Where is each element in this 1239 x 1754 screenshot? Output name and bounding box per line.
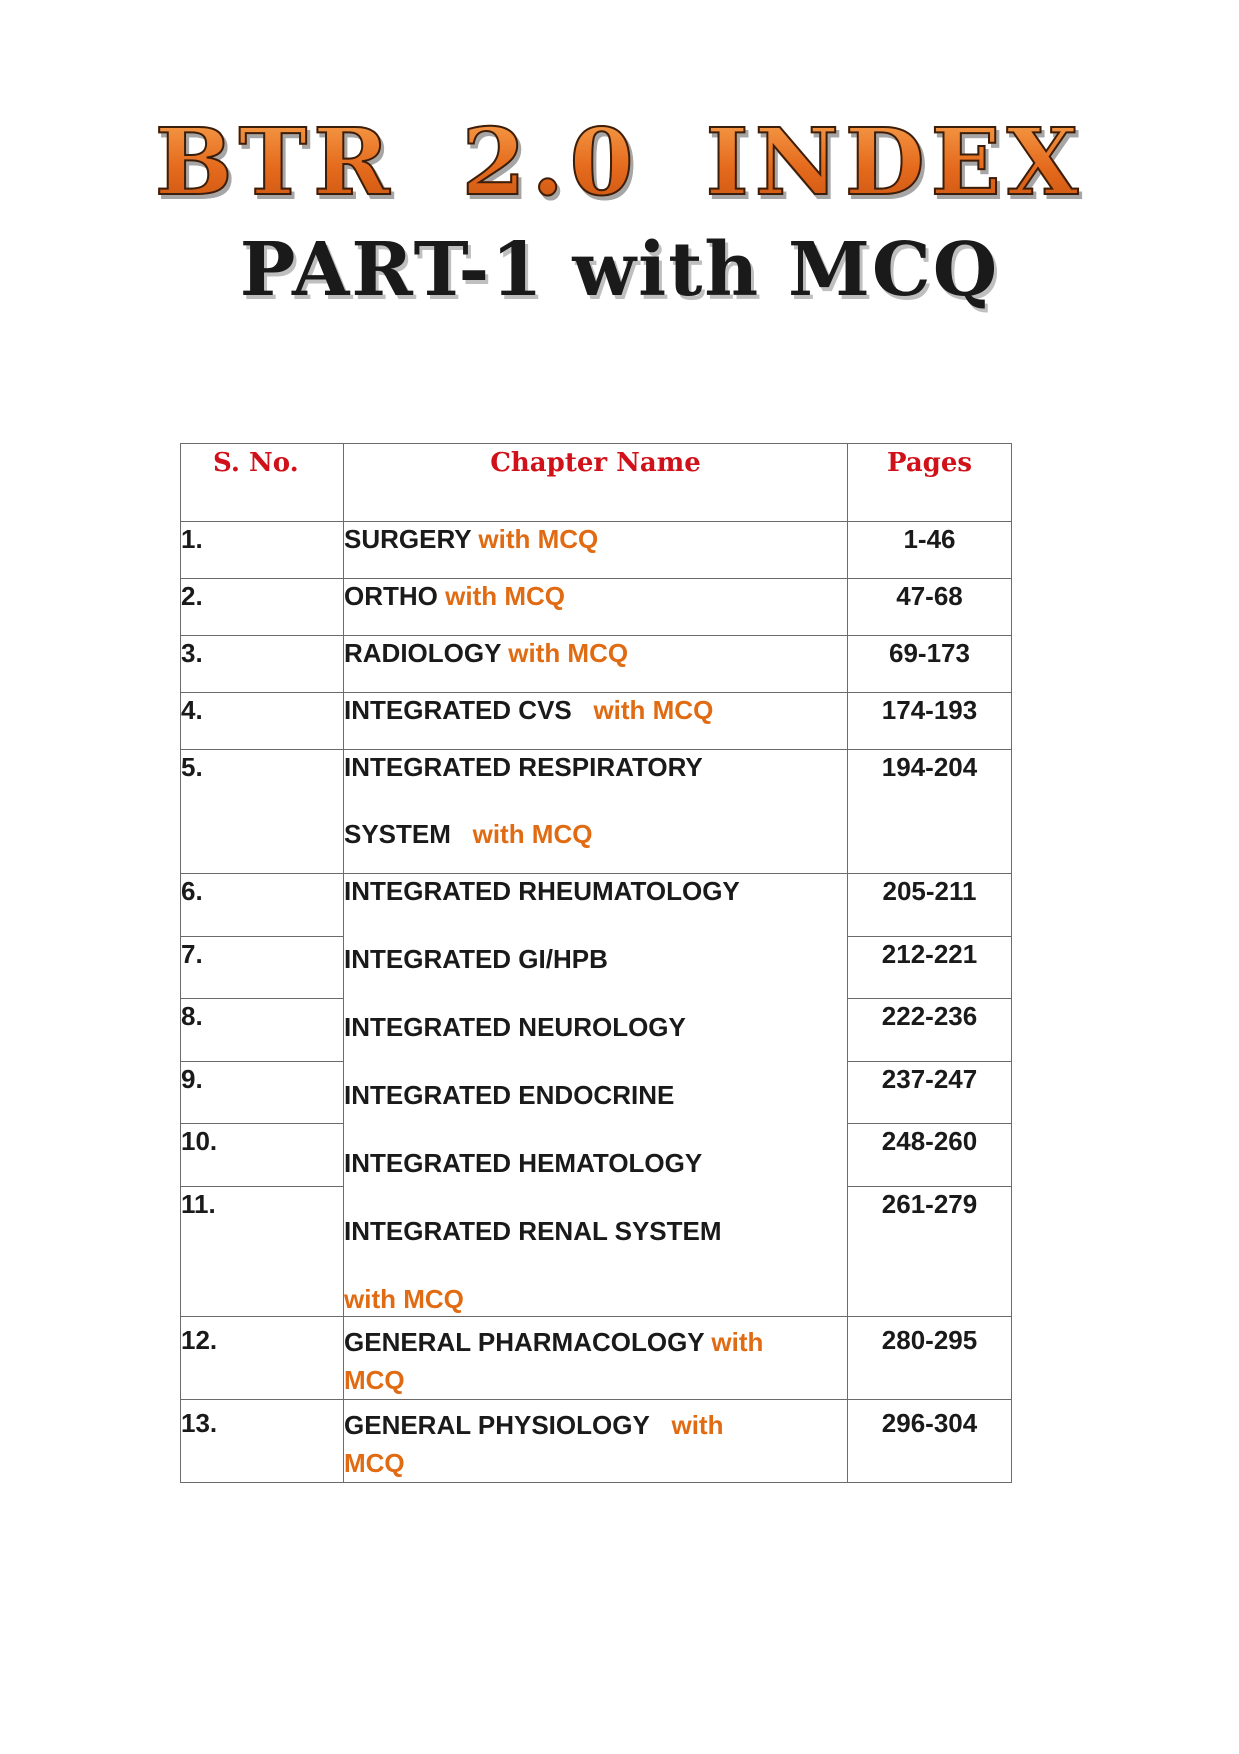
mcq-tag: with MCQ bbox=[593, 695, 714, 725]
row-chapter: SURGERY with MCQ bbox=[344, 522, 848, 579]
row-pages: 69-173 bbox=[848, 636, 1012, 693]
table-row bbox=[181, 874, 1012, 937]
row-chapter: GENERAL PHARMACOLOGY with MCQ bbox=[344, 1317, 848, 1400]
row-chapter: ORTHO with MCQ bbox=[344, 579, 848, 636]
mcq-tag: with MCQ bbox=[508, 638, 629, 668]
row-pages: 261-279 bbox=[848, 1186, 1012, 1317]
row-chapter: INTEGRATED RHEUMATOLOGY bbox=[344, 876, 740, 906]
mcq-tag: with MCQ bbox=[344, 1284, 464, 1314]
table-row bbox=[181, 1317, 1012, 1400]
table-row bbox=[181, 693, 1012, 750]
row-pages: 222-236 bbox=[848, 999, 1012, 1062]
row-sno: 7. bbox=[181, 936, 344, 999]
row-sno: 5. bbox=[181, 750, 344, 874]
row-pages: 205-211 bbox=[848, 874, 1012, 937]
row-pages: 280-295 bbox=[848, 1317, 1012, 1400]
row-pages: 47-68 bbox=[848, 579, 1012, 636]
row-pages: 296-304 bbox=[848, 1400, 1012, 1483]
header-chapter-name: Chapter Name bbox=[344, 444, 848, 522]
row-sno: 13. bbox=[181, 1400, 344, 1483]
row-sno: 1. bbox=[181, 522, 344, 579]
row-pages: 174-193 bbox=[848, 693, 1012, 750]
header-pages: Pages bbox=[848, 444, 1012, 522]
row-chapter: INTEGRATED GI/HPB bbox=[344, 944, 608, 974]
mcq-tag: MCQ bbox=[344, 1365, 405, 1395]
row-sno: 4. bbox=[181, 693, 344, 750]
row-chapter: GENERAL PHYSIOLOGY with MCQ bbox=[344, 1400, 848, 1483]
row-chapter: RADIOLOGY with MCQ bbox=[344, 636, 848, 693]
row-pages: 212-221 bbox=[848, 936, 1012, 999]
row-chapter: INTEGRATED ENDOCRINE bbox=[344, 1080, 675, 1110]
table-row bbox=[181, 750, 1012, 874]
mcq-tag: with MCQ bbox=[445, 581, 565, 611]
table-header-row bbox=[181, 444, 1012, 522]
row-chapter: INTEGRATED RESPIRATORY SYSTEM with MCQ bbox=[344, 750, 848, 874]
row-chapter: INTEGRATED RENAL SYSTEM bbox=[344, 1216, 722, 1246]
row-sno: 11. bbox=[181, 1186, 344, 1317]
row-sno: 9. bbox=[181, 1061, 344, 1124]
header-sno: S. No. bbox=[181, 444, 344, 522]
table-row bbox=[181, 636, 1012, 693]
row-sno: 6. bbox=[181, 874, 344, 937]
row-pages: 1-46 bbox=[848, 522, 1012, 579]
mcq-tag: with MCQ bbox=[478, 524, 599, 554]
merged-chapter-cell bbox=[344, 874, 848, 1317]
table-row bbox=[181, 579, 1012, 636]
row-pages: 237-247 bbox=[848, 1061, 1012, 1124]
row-chapter: INTEGRATED NEUROLOGY bbox=[344, 1012, 686, 1042]
row-chapter: INTEGRATED CVS with MCQ bbox=[344, 693, 848, 750]
row-sno: 10. bbox=[181, 1124, 344, 1187]
row-pages: 194-204 bbox=[848, 750, 1012, 874]
row-pages: 248-260 bbox=[848, 1124, 1012, 1187]
mcq-tag: MCQ bbox=[344, 1448, 405, 1478]
mcq-tag: with bbox=[711, 1327, 764, 1357]
index-table bbox=[180, 443, 1012, 1483]
row-sno: 8. bbox=[181, 999, 344, 1062]
row-chapter: INTEGRATED HEMATOLOGY bbox=[344, 1148, 703, 1178]
mcq-tag: with bbox=[671, 1410, 724, 1440]
mcq-tag: with MCQ bbox=[472, 819, 593, 849]
row-sno: 12. bbox=[181, 1317, 344, 1400]
table-row bbox=[181, 522, 1012, 579]
index-subtitle: PART-1 with MCQ bbox=[239, 227, 1000, 313]
table-row bbox=[181, 1400, 1012, 1483]
row-sno: 3. bbox=[181, 636, 344, 693]
index-title: BTR 2.0 INDEX bbox=[0, 112, 1239, 212]
row-sno: 2. bbox=[181, 579, 344, 636]
